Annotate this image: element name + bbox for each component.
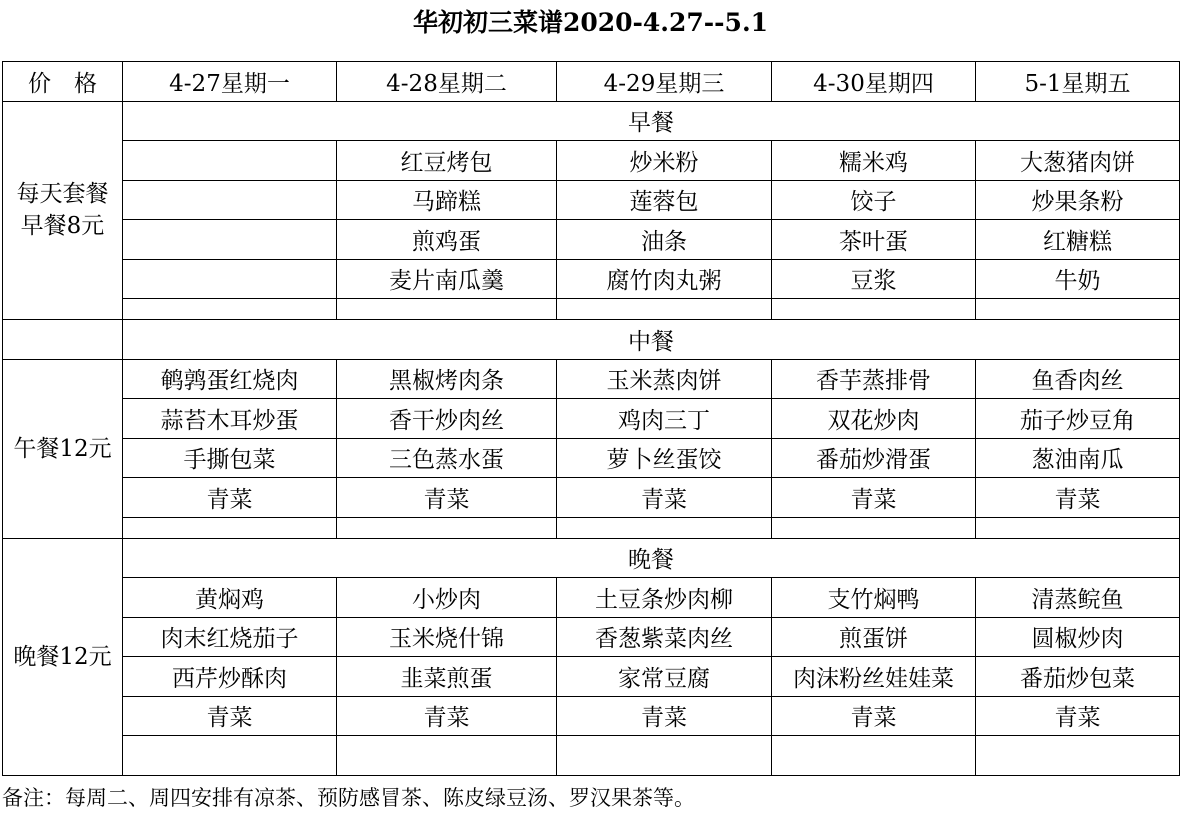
menu-cell: 韭菜煎蛋 [337,657,557,697]
menu-cell: 玉米烧什锦 [337,617,557,657]
menu-cell: 蒜苔木耳炒蛋 [123,399,337,439]
menu-cell: 黄焖鸡 [123,578,337,618]
empty-cell [557,517,772,538]
menu-cell: 鹌鹑蛋红烧肉 [123,359,337,399]
section-heading-dinner: 晚餐 [123,538,1180,578]
empty-cell [976,517,1180,538]
header-day: 5-1星期五 [976,62,1180,102]
menu-cell: 青菜 [337,478,557,518]
menu-cell: 青菜 [337,696,557,736]
menu-cell: 大葱猪肉饼 [976,141,1180,181]
empty-cell [557,736,772,776]
menu-cell: 青菜 [976,478,1180,518]
header-day: 4-28星期二 [337,62,557,102]
menu-row [3,141,1180,181]
menu-cell: 红豆烤包 [337,141,557,181]
menu-cell: 香芋蒸排骨 [772,359,976,399]
menu-cell: 青菜 [772,478,976,518]
menu-cell: 肉末红烧茄子 [123,617,337,657]
menu-row [3,438,1180,478]
empty-cell [557,299,772,320]
menu-cell: 青菜 [772,696,976,736]
menu-cell: 炒果条粉 [976,180,1180,220]
menu-cell: 西芹炒酥肉 [123,657,337,697]
menu-cell: 萝卜丝蛋饺 [557,438,772,478]
empty-cell [337,299,557,320]
empty-cell [772,736,976,776]
menu-cell: 青菜 [557,478,772,518]
header-day: 4-30星期四 [772,62,976,102]
menu-row [3,359,1180,399]
menu-row [3,478,1180,518]
lunch-price: 午餐12元 [3,359,123,538]
menu-cell: 三色蒸水蛋 [337,438,557,478]
menu-cell: 支竹焖鸭 [772,578,976,618]
empty-cell [337,736,557,776]
menu-cell: 青菜 [123,478,337,518]
empty-cell [772,517,976,538]
empty-cell [337,517,557,538]
menu-row [3,220,1180,260]
menu-cell: 炒米粉 [557,141,772,181]
menu-row [3,180,1180,220]
menu-row [3,617,1180,657]
section-heading-row [3,538,1180,578]
header-day: 4-29星期三 [557,62,772,102]
menu-cell: 圆椒炒肉 [976,617,1180,657]
menu-cell: 玉米蒸肉饼 [557,359,772,399]
menu-cell: 鱼香肉丝 [976,359,1180,399]
section-heading-row [3,320,1180,360]
menu-cell [123,141,337,181]
menu-cell: 葱油南瓜 [976,438,1180,478]
blank-row [3,736,1180,776]
menu-cell [123,259,337,299]
header-day: 4-27星期一 [123,62,337,102]
section-heading-lunch: 中餐 [123,320,1180,360]
empty-cell [123,517,337,538]
menu-cell: 小炒肉 [337,578,557,618]
empty-cell [3,320,123,360]
menu-cell: 煎蛋饼 [772,617,976,657]
menu-cell: 番茄炒滑蛋 [772,438,976,478]
menu-cell: 饺子 [772,180,976,220]
menu-row [3,696,1180,736]
menu-cell: 马蹄糕 [337,180,557,220]
menu-cell: 豆浆 [772,259,976,299]
menu-cell: 家常豆腐 [557,657,772,697]
menu-cell: 麦片南瓜羹 [337,259,557,299]
menu-cell [123,220,337,260]
menu-cell: 糯米鸡 [772,141,976,181]
menu-cell: 清蒸鲩鱼 [976,578,1180,618]
menu-row [3,657,1180,697]
breakfast-price-line: 早餐8元 [20,213,105,240]
menu-cell [123,180,337,220]
menu-row [3,259,1180,299]
blank-row [3,517,1180,538]
menu-cell: 牛奶 [976,259,1180,299]
header-row [3,62,1180,102]
menu-cell: 肉沫粉丝娃娃菜 [772,657,976,697]
menu-table [2,61,1180,776]
section-heading-breakfast: 早餐 [123,101,1180,141]
menu-cell: 油条 [557,220,772,260]
header-price: 价 格 [3,62,123,102]
page-title: 华初初三菜谱2020-4.27--5.1 [412,8,769,37]
blank-row [3,299,1180,320]
menu-cell: 鸡肉三丁 [557,399,772,439]
menu-row [3,578,1180,618]
section-heading-row [3,101,1180,141]
menu-cell: 香葱紫菜肉丝 [557,617,772,657]
menu-cell: 莲蓉包 [557,180,772,220]
menu-cell: 红糖糕 [976,220,1180,260]
menu-cell: 青菜 [123,696,337,736]
menu-cell: 煎鸡蛋 [337,220,557,260]
dinner-price: 晚餐12元 [3,538,123,775]
menu-cell: 青菜 [557,696,772,736]
footnote: 备注：每周二、周四安排有凉茶、预防感冒茶、陈皮绿豆汤、罗汉果茶等。 [2,786,695,810]
empty-cell [123,299,337,320]
menu-cell: 手撕包菜 [123,438,337,478]
empty-cell [976,299,1180,320]
menu-cell: 土豆条炒肉柳 [557,578,772,618]
menu-cell: 腐竹肉丸粥 [557,259,772,299]
menu-cell: 黑椒烤肉条 [337,359,557,399]
menu-cell: 茶叶蛋 [772,220,976,260]
empty-cell [772,299,976,320]
menu-row [3,399,1180,439]
breakfast-price-line: 每天套餐 [16,181,109,208]
empty-cell [976,736,1180,776]
menu-cell: 双花炒肉 [772,399,976,439]
menu-cell: 青菜 [976,696,1180,736]
breakfast-price [3,101,123,320]
menu-cell: 番茄炒包菜 [976,657,1180,697]
menu-cell: 香干炒肉丝 [337,399,557,439]
menu-cell: 茄子炒豆角 [976,399,1180,439]
empty-cell [123,736,337,776]
